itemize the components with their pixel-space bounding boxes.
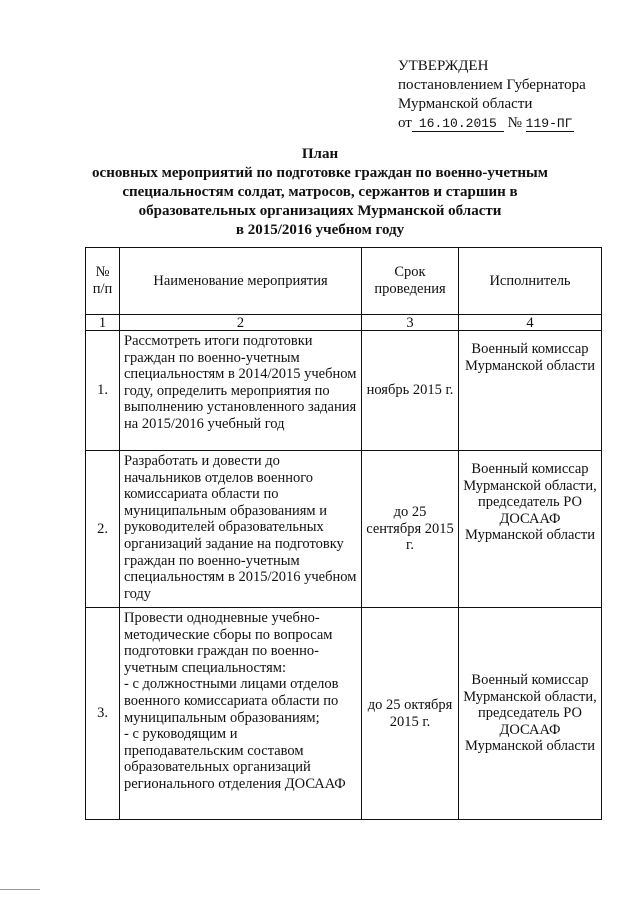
row-term: до 25 сентября 2015 г. [362,451,459,608]
page-edge-mark [0,889,40,890]
column-number: 1 [86,315,120,331]
approval-heading: УТВЕРЖДЕН [398,58,489,74]
title-line-5: в 2015/2016 учебном году [235,222,405,238]
header-term: Срок проведения [362,248,459,315]
header-num: № п/п [86,248,120,315]
approval-decree-line: постановлением Губернатора [398,77,586,93]
approval-date: 16.10.2015 [412,117,504,132]
row-term: ноябрь 2015 г. [362,331,459,451]
row-text: Рассмотреть итоги подготовки граждан по военно-учетным специальностям в 2014/2015 учебном году, определить мероприятия по выполнению установленного задания на 2015/2016 учебный год [120,331,362,451]
column-number-row [86,315,602,331]
table-row [86,451,602,608]
column-number: 3 [362,315,459,331]
header-name: Наименование мероприятия [120,248,362,315]
table-row [86,331,602,451]
row-text: Провести однодневные учебно-методические сборы по вопросам подготовки граждан по военно-учетным специальностям: - с должностными лицами отделов военного комиссариата области по муниципальным образованиям; - с руководящим и преподавательским составом образовательных организаций регионального отделения ДОСААФ [120,608,362,820]
row-number: 3. [86,608,120,820]
approval-stamp [398,57,633,133]
row-executor: Военный комиссар Мурманской области, председатель РО ДОСААФ Мурманской области [459,608,602,820]
title-line-3: специальностям солдат, матросов, сержантов и старшин в [122,184,518,200]
title-line-1: План [301,146,339,162]
table-row [86,608,602,820]
column-number: 4 [459,315,602,331]
document-title [0,145,640,240]
approval-date-line [398,114,633,133]
row-term: до 25 октября 2015 г. [362,608,459,820]
approval-region-line: Мурманской области [398,96,533,112]
plan-table [85,247,602,820]
title-line-4: образовательных организациях Мурманской области [138,203,502,219]
row-text: Разработать и довести до начальников отделов военного комиссариата области по муниципальным образованиям и руководителей образовательных организаций задание на подготовку граждан по военно-учетным специальностям в 2015/2016 учебном году [120,451,362,608]
header-executor: Исполнитель [459,248,602,315]
row-executor: Военный комиссар Мурманской области [459,331,602,451]
number-label: № [507,115,522,131]
from-label: от [398,115,412,131]
row-number: 2. [86,451,120,608]
row-number: 1. [86,331,120,451]
title-line-2: основных мероприятий по подготовке граждан по военно-учетным [92,165,548,181]
table-header-row [86,248,602,315]
column-number: 2 [120,315,362,331]
row-executor: Военный комиссар Мурманской области, председатель РО ДОСААФ Мурманской области [459,451,602,608]
approval-number: 119-ПГ [525,116,573,131]
